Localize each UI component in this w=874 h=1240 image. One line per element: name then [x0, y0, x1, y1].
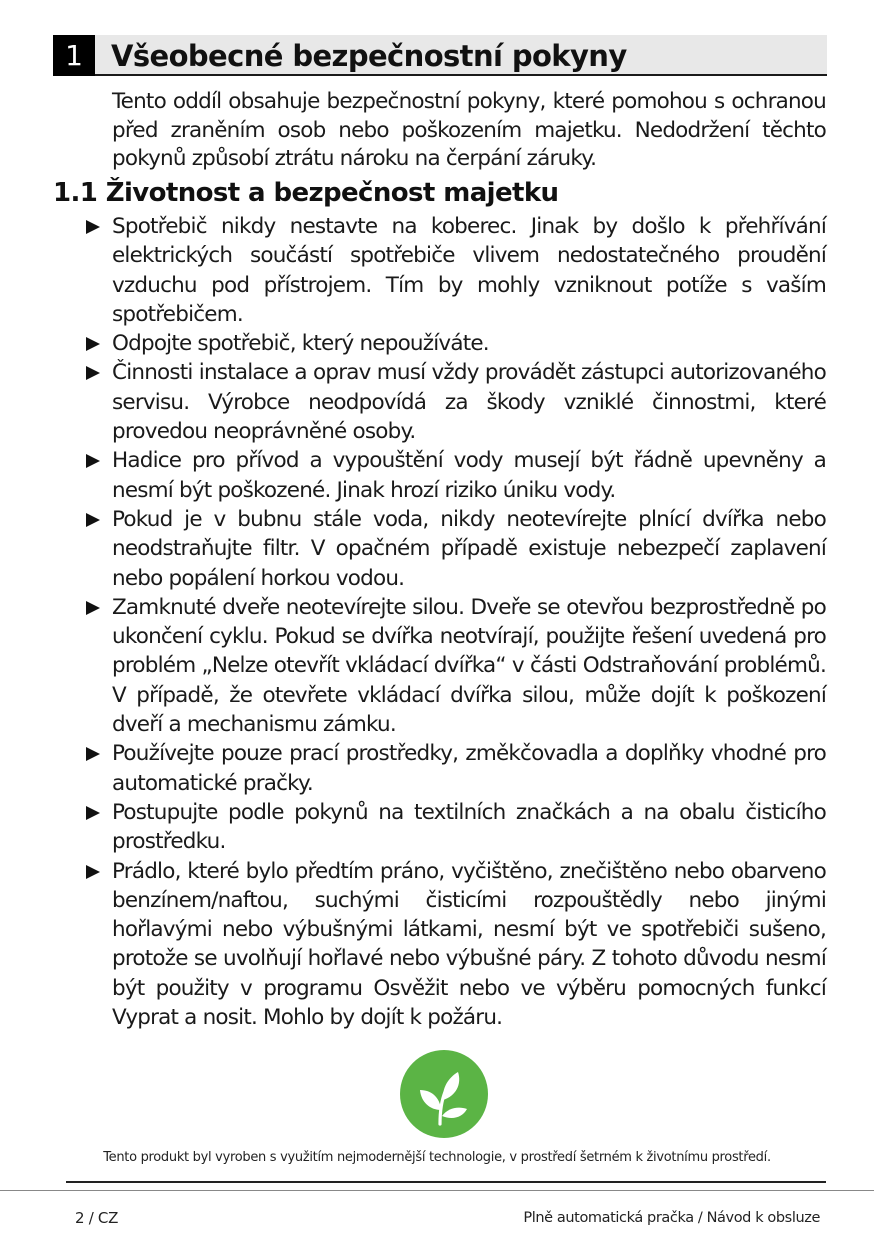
list-item-text: Používejte pouze prací prostředky, změkčovadla a doplňky vhodné pro automatické pračky.	[112, 741, 826, 796]
section-title: 1.1 Životnost a bezpečnost majetku	[53, 178, 559, 208]
list-item	[84, 212, 826, 329]
triangle-right-icon	[86, 806, 100, 820]
chapter-header	[53, 35, 827, 76]
list-item	[84, 739, 826, 798]
list-item-text: Činnosti instalace a oprav musí vždy provádět zástupci autorizovaného servisu. Výrobce neodpovídá za škody vzniklé činnostmi, které provedou neoprávněné osoby.	[112, 360, 826, 445]
list-item-text: Pokud je v bubnu stále voda, nikdy neotevírejte plnící dvířka nebo neodstraňujte filtr. V opačném případě existuje nebezpečí zaplavení nebo popálení horkou vodou.	[112, 506, 826, 591]
list-item-text: Spotřebič nikdy nestavte na koberec. Jinak by došlo k přehřívání elektrických součástí spotřebiče vlivem nedostatečného proudění vzduchu pod přístrojem. Tím by mohly vzniknout potíže s vaším spotřebičem.	[112, 214, 826, 327]
footer-divider	[66, 1181, 826, 1183]
list-item	[84, 857, 826, 1033]
list-item	[84, 329, 826, 358]
intro-paragraph: Tento oddíl obsahuje bezpečnostní pokyny, které pomohou s ochranou před zraněním osob nebo poškozením majetku. Nedodržení těchto pokynů způsobí ztrátu nároku na čerpání záruky.	[112, 89, 826, 171]
chapter-number: 1	[53, 35, 95, 76]
chapter-title: Všeobecné bezpečnostní pokyny	[111, 39, 627, 73]
eco-note: Tento produkt byl vyroben s využitím nejmodernější technologie, v prostředí šetrném k životnímu prostředí.	[103, 1150, 771, 1165]
triangle-right-icon	[86, 865, 100, 879]
list-item-text: Postupujte podle pokynů na textilních značkách a na obalu čisticího prostředku.	[112, 799, 826, 855]
document-name: Plně automatická pračka / Návod k obsluze	[523, 1210, 820, 1226]
list-item	[84, 446, 826, 505]
list-item-text: Hadice pro přívod a vypouštění vody musejí být řádně upevněny a nesmí být poškozené. Jinak hrozí riziko úniku vody.	[112, 448, 826, 503]
list-item	[84, 798, 826, 857]
triangle-right-icon	[86, 601, 100, 615]
list-item	[84, 593, 826, 739]
triangle-right-icon	[86, 513, 100, 527]
safety-list	[84, 212, 826, 1032]
list-item	[84, 505, 826, 593]
triangle-right-icon	[86, 220, 100, 234]
list-item-text: Prádlo, které bylo předtím práno, vyčištěno, znečištěno nebo obarveno benzínem/naftou, suchými čisticími rozpouštědly nebo jinými hořlavými nebo výbušnými látkami, nesmí být ve spotřebiči sušeno, protože se uvolňují hořlavé nebo výbušné páry. Z tohoto důvodu nesmí být použity v programu Osvěžit nebo ve výběru pomocných funkcí Vyprat a nosit. Mohlo by dojít k požáru.	[112, 858, 826, 1031]
footer-divider-thin	[0, 1190, 874, 1191]
list-item-text: Odpojte spotřebič, který nepoužíváte.	[112, 331, 489, 357]
list-item-text: Zamknuté dveře neotevírejte silou. Dveře se otevřou bezprostředně po ukončení cyklu. Pokud se dvířka neotvírají, použijte řešení uvedená pro problém „Nelze otevřít vkládací dvířka“ v části Odstraňování problémů. V případě, že otevřete vkládací dvířka silou, může dojít k poškození dveří a mechanismu zámku.	[112, 594, 826, 738]
triangle-right-icon	[86, 747, 100, 761]
triangle-right-icon	[86, 366, 100, 380]
list-item	[84, 358, 826, 446]
triangle-right-icon	[86, 454, 100, 468]
triangle-right-icon	[86, 337, 100, 351]
page-number: 2 / CZ	[75, 1209, 119, 1227]
leaf-icon	[400, 1050, 488, 1138]
